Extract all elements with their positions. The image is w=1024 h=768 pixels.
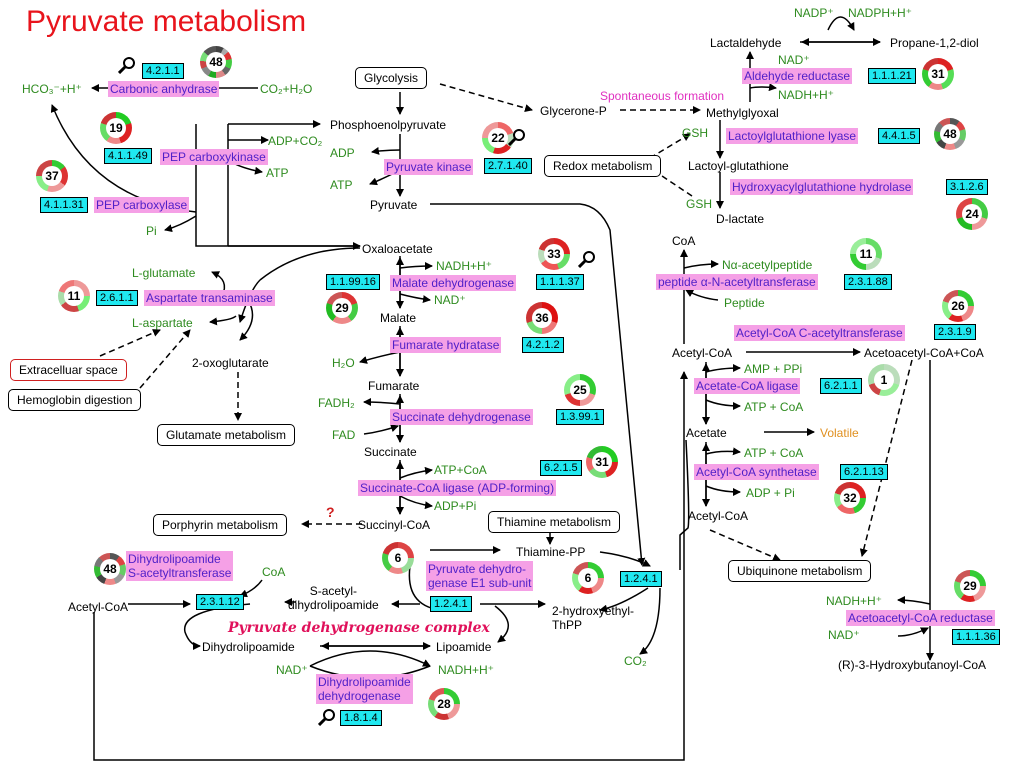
cofactor-nad-mdh: NAD⁺ — [434, 293, 466, 307]
metabolite-dihydrolipoamide[interactable]: Dihydrolipoamide — [202, 640, 295, 654]
metabolite-succinate[interactable]: Succinate — [364, 445, 417, 459]
expression-pie-mdh-a[interactable]: 33 — [538, 238, 570, 270]
ec-1-2-4-1-right[interactable]: 1.2.4.1 — [620, 571, 662, 587]
page-title: Pyruvate metabolism — [26, 5, 307, 38]
ec-6-2-1-13[interactable]: 6.2.1.13 — [840, 464, 888, 480]
ec-2-3-1-12[interactable]: 2.3.1.12 — [196, 594, 244, 610]
enzyme-pyruvate-kinase[interactable]: Pyruvate kinase — [386, 160, 472, 174]
cofactor-amp-ppi: AMP + PPi — [744, 362, 803, 376]
enzyme-dihydrolipoamide-dehydrogenase[interactable]: Dihydrolipoamide dehydrogenase — [318, 675, 411, 703]
cofactor-coa-dlat: CoA — [262, 565, 286, 579]
cofactor-atp-pk: ATP — [330, 178, 353, 192]
metabolite-acetyl-coa-left[interactable]: Acetyl-CoA — [68, 600, 129, 614]
expression-pie-acs[interactable]: 32 — [834, 482, 866, 514]
cofactor-nad-ald: NAD⁺ — [778, 53, 810, 67]
enzyme-fumarate-hydratase[interactable]: Fumarate hydratase — [392, 338, 500, 352]
cofactor-adp-pi-acs: ADP + Pi — [746, 486, 795, 500]
cofactor-fad: FAD — [332, 428, 356, 442]
link-hemoglobin-digestion[interactable]: Hemoglobin digestion — [8, 389, 141, 411]
cofactor-peptide: Peptide — [724, 296, 765, 310]
enzyme-lactoylglutathione-lyase[interactable]: Lactoylglutathione lyase — [728, 129, 857, 143]
magnifier-icon[interactable] — [318, 708, 336, 726]
expression-pie-glo1[interactable]: 48 — [934, 118, 966, 150]
cofactor-nadp: NADP⁺ — [794, 6, 834, 20]
expression-pie-acs-lig[interactable]: 1 — [868, 364, 900, 396]
cofactor-co2-h2o: CO₂+H₂O — [260, 82, 313, 96]
metabolite-lactaldehyde[interactable]: Lactaldehyde — [710, 36, 782, 50]
metabolite-propane-1-2-diol[interactable]: Propane-1,2-diol — [890, 36, 979, 50]
cofactor-gsh-2: GSH — [686, 197, 713, 211]
enzyme-carbonic-anhydrase[interactable]: Carbonic anhydrase — [110, 82, 218, 96]
metabolite-fumarate[interactable]: Fumarate — [368, 379, 420, 393]
cofactor-adp-pk: ADP — [330, 146, 355, 160]
expression-pie-pdh-b[interactable]: 6 — [572, 562, 604, 594]
expression-pie-pdh-a[interactable]: 6 — [382, 542, 414, 574]
cofactor-nad-aar: NAD⁺ — [828, 628, 860, 642]
expression-pie-aar[interactable]: 29 — [954, 570, 986, 602]
enzyme-aspartate-transaminase[interactable]: Aspartate transaminase — [146, 291, 273, 305]
cofactor-adp-co2: ADP+CO₂ — [268, 134, 323, 148]
ec-1-1-1-36[interactable]: 1.1.1.36 — [952, 629, 1000, 645]
cofactor-atp-coa-lig: ATP + CoA — [744, 400, 804, 414]
metabolite-s-acetyl-dihydrolipoamide[interactable]: S-acetyl- dihydrolipoamide — [288, 584, 379, 612]
ec-2-3-1-9[interactable]: 2.3.1.9 — [934, 324, 976, 340]
cofactor-atp-pepck: ATP — [266, 166, 289, 180]
expression-pie-dld[interactable]: 28 — [428, 688, 460, 720]
expression-pie-pk[interactable]: 22 — [482, 122, 514, 154]
cofactor-h2o: H₂O — [332, 356, 355, 370]
cofactor-nadh-ald: NADH+H⁺ — [778, 88, 835, 102]
ec-1-1-99-16[interactable]: 1.1.99.16 — [326, 274, 380, 290]
ec-1-8-1-4[interactable]: 1.8.1.4 — [340, 710, 382, 726]
magnifier-icon[interactable] — [508, 128, 526, 146]
ec-2-3-1-88[interactable]: 2.3.1.88 — [844, 274, 892, 290]
metabolite-malate[interactable]: Malate — [380, 311, 417, 325]
expression-pie-acat[interactable]: 26 — [942, 290, 974, 322]
enzyme-pep-carboxykinase[interactable]: PEP carboxykinase — [162, 150, 266, 164]
link-glutamate-metabolism[interactable]: Glutamate metabolism — [157, 424, 295, 446]
ec-6-2-1-1[interactable]: 6.2.1.1 — [820, 378, 862, 394]
metabolite-hydroxyethyl-thpp[interactable]: 2-hydroxyethyl- ThPP — [552, 604, 635, 632]
enzyme-acetate-coa-ligase[interactable]: Acetate-CoA ligase — [696, 379, 799, 393]
enzyme-acetyl-coa-synthetase[interactable]: Acetyl-CoA synthetase — [696, 465, 817, 479]
metabolite-2-oxoglutarate[interactable]: 2-oxoglutarate — [192, 356, 269, 370]
enzyme-succinate-coa-ligase[interactable]: Succinate-CoA ligase (ADP-forming) — [360, 481, 555, 495]
ec-4-2-1-2[interactable]: 4.2.1.2 — [522, 337, 564, 353]
expression-pie-ald[interactable]: 31 — [922, 58, 954, 90]
metabolite-acetyl-coa-low[interactable]: Acetyl-CoA — [688, 509, 749, 523]
enzyme-aldehyde-reductase[interactable]: Aldehyde reductase — [744, 69, 851, 83]
cofactor-nadh-aar: NADH+H⁺ — [826, 594, 883, 608]
expression-pie-fh[interactable]: 36 — [526, 302, 558, 334]
metabolite-hydroxybutanoyl-coa[interactable]: (R)-3-Hydroxybutanoyl-CoA — [838, 658, 987, 672]
enzyme-acetoacetyl-coa-reductase[interactable]: Acetoacetyl-CoA reductase — [848, 611, 993, 625]
enzyme-dihydrolipoamide-s-acetyltransferase[interactable]: Dihydrolipoamide S-acetyltransferase — [128, 552, 232, 580]
enzyme-pyruvate-dehydrogenase-e1[interactable]: Pyruvate dehydro- genase E1 sub-unit — [428, 562, 532, 590]
cofactor-nadh-mdh: NADH+H⁺ — [436, 259, 493, 273]
ec-4-1-1-49[interactable]: 4.1.1.49 — [104, 148, 152, 164]
cofactor-hco3: HCO₃⁻+H⁺ — [22, 82, 82, 96]
metabolite-methylglyoxal[interactable]: Methylglyoxal — [706, 106, 779, 120]
ec-2-6-1-1[interactable]: 2.6.1.1 — [96, 290, 138, 306]
expression-pie-scs[interactable]: 31 — [586, 446, 618, 478]
link-ubiquinone-metabolism[interactable]: Ubiquinone metabolism — [728, 560, 871, 582]
pyruvate-dehydrogenase-complex-label: Pyruvate dehydrogenase complex — [228, 620, 490, 636]
expression-pie-mdh-b[interactable]: 29 — [326, 292, 358, 324]
expression-pie-glo2[interactable]: 24 — [956, 198, 988, 230]
link-redox-metabolism[interactable]: Redox metabolism — [544, 155, 661, 177]
cofactor-l-aspartate: L-aspartate — [132, 316, 193, 330]
metabolite-oxaloacetate[interactable]: Oxaloacetate — [362, 242, 433, 256]
link-porphyrin-metabolism[interactable]: Porphyrin metabolism — [153, 514, 287, 536]
expression-pie-nat[interactable]: 11 — [850, 238, 882, 270]
cofactor-nacetylpeptide: Nα-acetylpeptide — [722, 258, 813, 272]
expression-pie-carbonic[interactable]: 48 — [200, 46, 232, 78]
enzyme-hydroxyacylglutathione-hydrolase[interactable]: Hydroxyacylglutathione hydrolase — [732, 180, 912, 194]
enzyme-acetyl-coa-c-acetyltransferase[interactable]: Acetyl-CoA C-acetyltransferase — [736, 326, 903, 340]
link-thiamine-metabolism[interactable]: Thiamine metabolism — [488, 511, 620, 533]
enzyme-pep-carboxylase[interactable]: PEP carboxylase — [96, 198, 188, 212]
cofactor-pi: Pi — [146, 224, 157, 238]
metabolite-acetate[interactable]: Acetate — [686, 426, 727, 440]
ec-6-2-1-5[interactable]: 6.2.1.5 — [540, 460, 582, 476]
cofactor-nadph: NADPH+H⁺ — [848, 6, 913, 20]
ec-1-2-4-1[interactable]: 1.2.4.1 — [430, 596, 472, 612]
ec-3-1-2-6[interactable]: 3.1.2.6 — [946, 179, 988, 195]
metabolite-pyruvate[interactable]: Pyruvate — [370, 198, 418, 212]
metabolite-lactoyl-glutathione[interactable]: Lactoyl-glutathione — [688, 159, 789, 173]
cofactor-gsh-1: GSH — [682, 126, 709, 140]
ec-4-2-1-1[interactable]: 4.2.1.1 — [142, 63, 184, 79]
cofactor-nadh-dld: NADH+H⁺ — [438, 663, 495, 677]
metabolite-phosphoenolpyruvate[interactable]: Phosphoenolpyruvate — [330, 118, 447, 132]
ec-2-7-1-40[interactable]: 2.7.1.40 — [484, 158, 532, 174]
magnifier-icon[interactable] — [578, 250, 596, 268]
ec-1-3-99-1[interactable]: 1.3.99.1 — [556, 409, 604, 425]
cofactor-adp-pi-scs: ADP+Pi — [434, 499, 477, 513]
metabolite-acetoacetyl-coa[interactable]: Acetoacetyl-CoA+CoA — [864, 346, 984, 360]
enzyme-peptide-n-acetyltransferase[interactable]: peptide α-N-acetyltransferase — [658, 275, 816, 289]
ec-4-1-1-31[interactable]: 4.1.1.31 — [40, 197, 88, 213]
cofactor-l-glutamate: L-glutamate — [132, 266, 196, 280]
link-extracellular-space[interactable]: Extracelluar space — [10, 359, 127, 381]
cofactor-atp-coa-acs: ATP + CoA — [744, 446, 804, 460]
spontaneous-formation-label: Spontaneous formation — [600, 89, 725, 103]
metabolite-coa-top[interactable]: CoA — [672, 234, 696, 248]
magnifier-icon[interactable] — [118, 56, 136, 74]
expression-pie-pepck[interactable]: 19 — [100, 112, 132, 144]
cofactor-co2: CO₂ — [624, 654, 647, 668]
cofactor-nad-dld: NAD⁺ — [276, 663, 308, 677]
enzyme-succinate-dehydrogenase[interactable]: Succinate dehydrogenase — [392, 410, 531, 424]
cofactor-fadh2: FADH₂ — [318, 396, 355, 410]
volatile-label: Volatile — [820, 426, 859, 440]
link-glycolysis[interactable]: Glycolysis — [355, 67, 427, 89]
expression-pie-ast[interactable]: 11 — [58, 280, 90, 312]
metabolite-d-lactate[interactable]: D-lactate — [716, 212, 765, 226]
cofactor-atp-coa-scs: ATP+CoA — [434, 463, 487, 477]
metabolite-glycerone-p[interactable]: Glycerone-P — [540, 104, 607, 118]
ec-1-1-1-21[interactable]: 1.1.1.21 — [868, 68, 916, 84]
unknown-reaction-marker: ? — [326, 504, 335, 520]
expression-pie-dlat[interactable]: 48 — [94, 553, 126, 585]
ec-1-1-1-37[interactable]: 1.1.1.37 — [536, 274, 584, 290]
metabolite-thiamine-pp[interactable]: Thiamine-PP — [516, 545, 586, 559]
metabolite-succinyl-coa[interactable]: Succinyl-CoA — [358, 518, 431, 532]
metabolite-acetyl-coa-mid[interactable]: Acetyl-CoA — [672, 346, 733, 360]
expression-pie-sdh[interactable]: 25 — [564, 374, 596, 406]
enzyme-malate-dehydrogenase[interactable]: Malate dehydrogenase — [392, 276, 515, 290]
ec-4-4-1-5[interactable]: 4.4.1.5 — [878, 128, 920, 144]
expression-pie-pepc[interactable]: 37 — [36, 160, 68, 192]
metabolite-lipoamide[interactable]: Lipoamide — [436, 640, 492, 654]
